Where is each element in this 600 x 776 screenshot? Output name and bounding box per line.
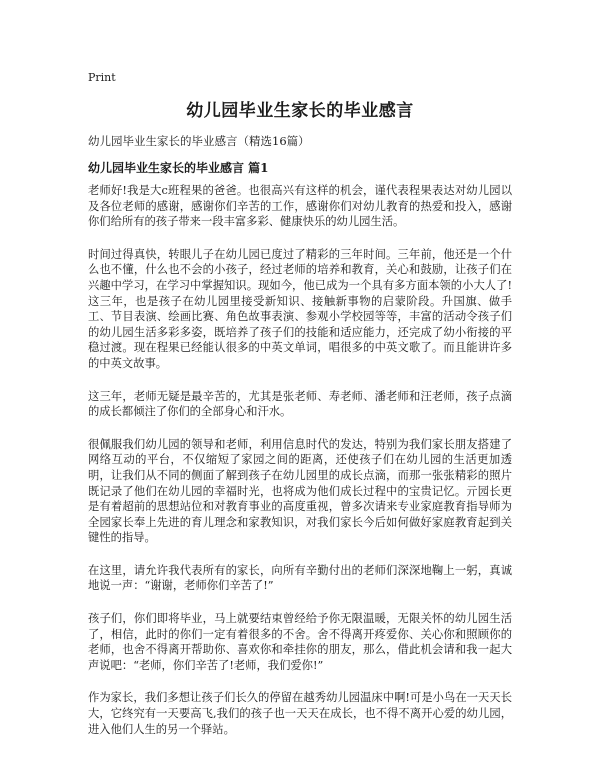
document-subtitle: 幼儿园毕业生家长的毕业感言（精选16篇） bbox=[88, 134, 310, 148]
paragraph: 这三年，老师无疑是最辛苦的，尤其是张老师、寿老师、潘老师和汪老师，孩子点滴的成长都倾注了你们的全部身心和汗水。 bbox=[88, 389, 512, 419]
article-body bbox=[88, 183, 512, 754]
paragraph: 在这里，请允许我代表所有的家长，向所有辛勤付出的老师们深深地鞠上一躬，真诚地说一声：“谢谢，老师你们辛苦了!” bbox=[88, 563, 512, 593]
print-link[interactable]: Print bbox=[88, 71, 116, 84]
paragraph: 时间过得真快，转眼儿子在幼儿园已度过了精彩的三年时间。三年前，他还是一个什么也不懂，什么也不会的小孩子，经过老师的培养和教育，关心和鼓励，让孩子们在兴趣中学习，在学习中掌握知识。现如今，他已成为一个具有多方面本领的小大人了!这三年，也是孩子在幼儿园里接受新知识、接触新事物的启蒙阶段。升国旗、做手工、节目表演、绘画比赛、角色故事表演、参观小学校园等等，丰富的活动令孩子们的幼儿园生活多彩多姿，既培养了孩子们的技能和适应能力，还完成了幼小衔接的平稳过渡。现在程果已经能认很多的中英文单词，唱很多的中英文歌了。而且能讲许多的中英文故事。 bbox=[88, 247, 512, 370]
paragraph: 很佩服我们幼儿园的领导和老师，利用信息时代的发达，特别为我们家长朋友搭建了网络互动的平台，不仅缩短了家园之间的距离，还使孩子们在幼儿园的生活更加透明，让我们从不同的侧面了解到孩子在幼儿园里的成长点滴，而那一张张精彩的照片既记录了他们在幼儿园的幸福时光，也将成为他们成长过程中的宝贵记忆。亓园长更是有着超前的思想站位和对教育事业的高度重视，曾多次请来专业家庭教育指导师为全园家长奉上先进的育儿理念和家教知识，对我们家长今后如何做好家庭教育起到关键性的指导。 bbox=[88, 437, 512, 545]
paragraph: 作为家长，我们多想让孩子们长久的停留在越秀幼儿园温床中啊!可是小鸟在一天天长大，它终究有一天要高飞,我们的孩子也一天天在成长，也不得不离开心爱的幼儿园，进入他们人生的另一个驿站。 bbox=[88, 691, 512, 736]
paragraph: 孩子们，你们即将毕业，马上就要结束曾经给予你无限温暖，无限关怀的幼儿园生活了，相信，此时的你们一定有着很多的不舍。舍不得离开疼爱你、关心你和照顾你的老师，也舍不得离开帮助你、喜欢你和牵挂你的朋友，那么，借此机会请和我一起大声说吧：“老师，你们辛苦了!老师，我们爱你!” bbox=[88, 612, 512, 672]
page-title: 幼儿园毕业生家长的毕业感言 bbox=[186, 101, 414, 121]
paragraph: 老师好!我是大c班程果的爸爸。也很高兴有这样的机会，谨代表程果表达对幼儿园以及各位老师的感谢，感谢你们辛苦的工作，感谢你们对幼儿教育的热爱和投入，感谢你们给所有的孩子带来一段丰富多彩、健康快乐的幼儿园生活。 bbox=[88, 184, 512, 229]
section-heading: 幼儿园毕业生家长的毕业感言 篇1 bbox=[88, 161, 269, 175]
